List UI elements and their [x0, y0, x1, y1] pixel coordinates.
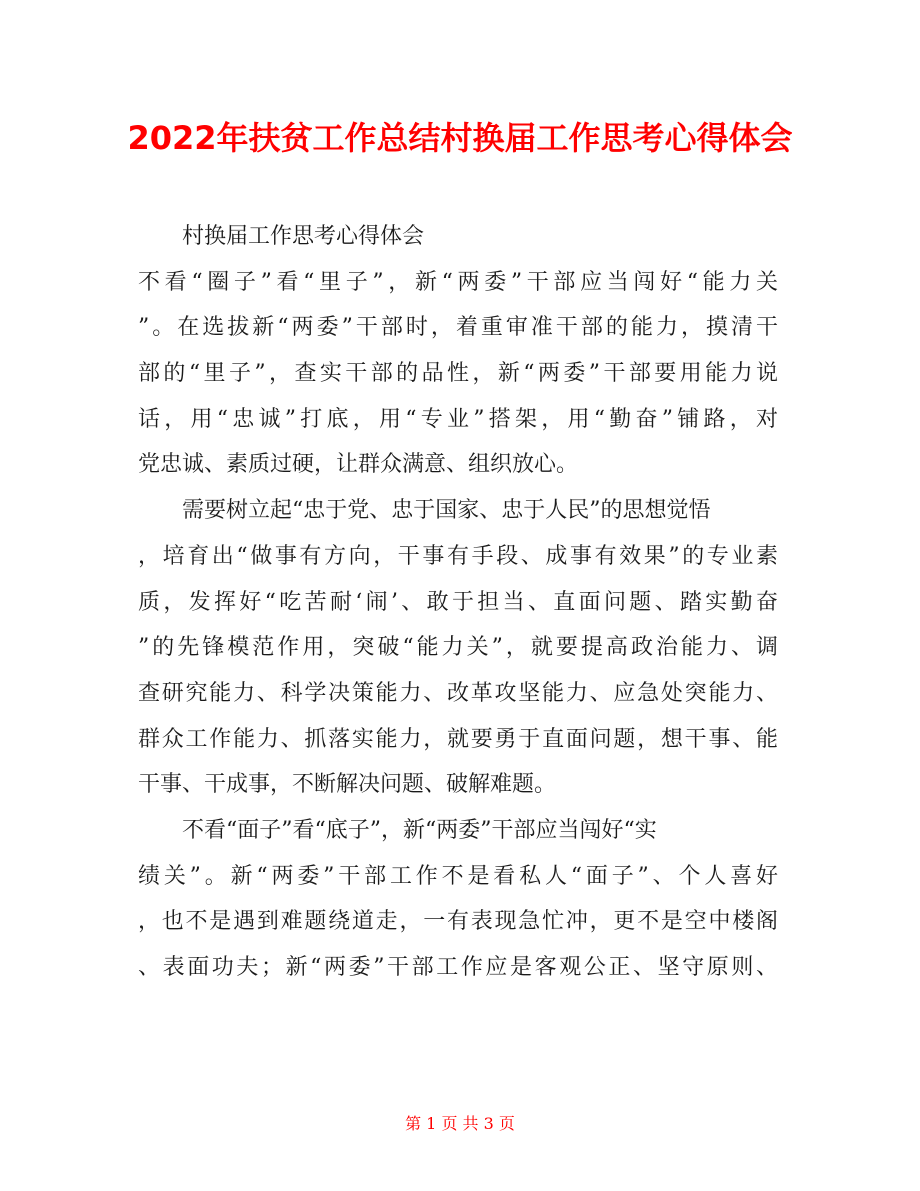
document-body — [138, 214, 778, 991]
paragraph-line: 村换届工作思考心得体会 — [182, 224, 425, 249]
paragraph-line: 话，用“忠诚”打底，用“专业”搭架，用“勤奋”铺路，对 — [138, 406, 778, 432]
paragraph-line: 需要树立起“忠于党、忠于国家、忠于人民”的思想觉悟 — [182, 498, 711, 524]
paragraph-line: 、表面功夫；新“两委”干部工作应是客观公正、坚守原则、 — [138, 955, 778, 980]
paragraph-line: ，也不是遇到难题绕道走，一有表现急忙冲，更不是空中楼阁 — [138, 909, 778, 935]
paragraph-line: 不看“面子”看“底子”，新“两委”干部应当闯好“实 — [182, 817, 657, 843]
paragraph-line: 党忠诚、素质过硬，让群众满意、组织放心。 — [138, 452, 579, 478]
paragraph-line: 部的“里子”，查实干部的品性，新“两委”干部要用能力说 — [138, 361, 778, 387]
paragraph-line: 不看“圈子”看“里子”，新“两委”干部应当闯好“能力关 — [138, 269, 778, 295]
paragraph-line: 质，发挥好“吃苦耐‘闹’、敢于担当、直面问题、踏实勤奋 — [138, 589, 778, 615]
page-footer: 第 1 页 共 3 页 — [405, 1114, 515, 1133]
paragraph-line: 干事、干成事，不断解决问题、破解难题。 — [138, 772, 557, 798]
paragraph-line: 绩关”。新“两委”干部工作不是看私人“面子”、个人喜好 — [138, 863, 778, 889]
paragraph-line: 群众工作能力、抓落实能力，就要勇于直面问题，想干事、能 — [138, 726, 778, 752]
paragraph-line: 查研究能力、科学决策能力、改革攻坚能力、应急处突能力、 — [138, 680, 778, 706]
paragraph-line: ”。在选拔新“两委”干部时，着重审准干部的能力，摸清干 — [138, 315, 778, 341]
document-title: 2022年扶贫工作总结村换届工作思考心得体会 — [127, 119, 793, 157]
paragraph-line: ”的先锋模范作用，突破“能力关”，就要提高政治能力、调 — [138, 635, 778, 661]
paragraph-line: ，培育出“做事有方向，干事有手段、成事有效果”的专业素 — [138, 543, 778, 569]
